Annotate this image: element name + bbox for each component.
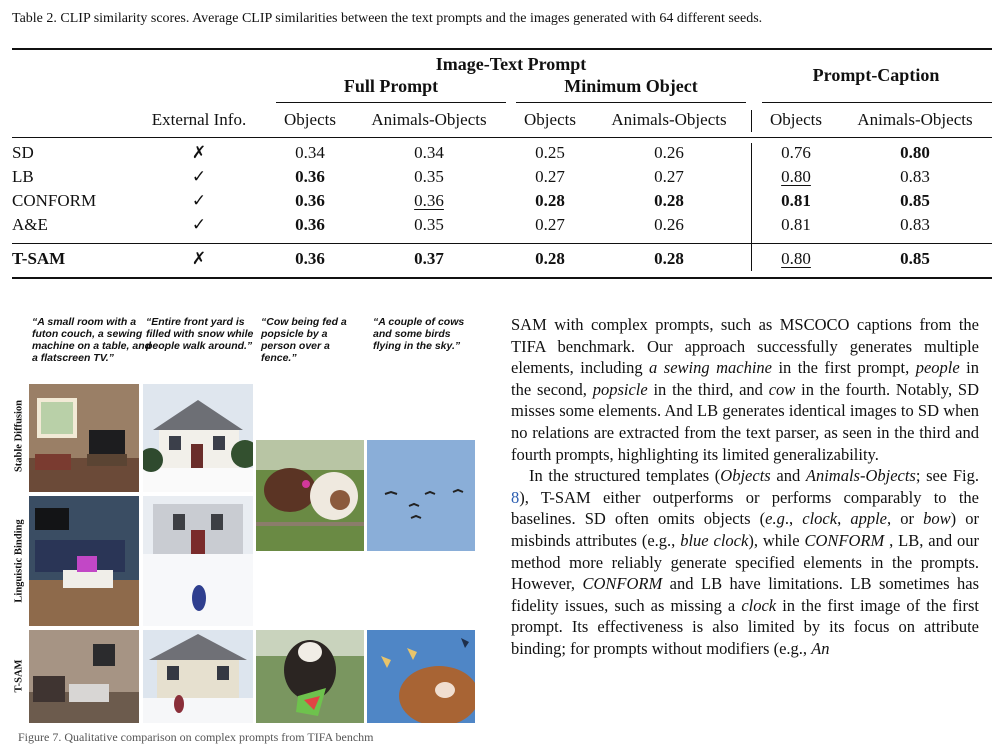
score-cell: 0.81 xyxy=(781,215,811,234)
text-run: in the third, and xyxy=(647,379,769,399)
text-run: ), while xyxy=(748,530,805,550)
full-prompt-subrule xyxy=(276,102,506,103)
score-cell: 0.80 xyxy=(781,249,811,268)
score-cell: 0.28 xyxy=(654,249,684,268)
text-run: people xyxy=(915,358,960,378)
text-run: , xyxy=(837,509,851,529)
col-full-objects: Objects xyxy=(284,110,336,129)
prompt-1: “A small room with a futon couch, a sewing machine on a table, and a flatscreen TV.” xyxy=(32,316,152,364)
sd-snow-yard-image xyxy=(143,384,253,492)
score-cell: 0.28 xyxy=(654,191,684,210)
body-text-column xyxy=(511,314,979,660)
text-run: cow xyxy=(768,379,796,399)
qualitative-figure xyxy=(12,300,492,744)
text-run: and LB have limitations. LB sometimes has fidelity issues, such as missing a xyxy=(511,574,980,615)
text-run: Objects xyxy=(720,466,771,486)
table-row xyxy=(12,143,992,166)
text-run: blue clock xyxy=(680,530,749,550)
text-run: and xyxy=(770,466,806,486)
prompt-4: “A couple of cows and some birds flying in the sky.” xyxy=(373,316,465,352)
text-run: SAM with complex prompts, such as MSCOCO captions from the TIFA benchmark. Our approach successfully generates multiple elements, including xyxy=(511,315,979,378)
row-label-linguistic-binding: Linguistic Binding xyxy=(13,519,25,603)
score-cell: 0.28 xyxy=(535,191,565,210)
header-bottom-rule xyxy=(12,137,992,138)
score-cell: 0.85 xyxy=(900,191,930,210)
score-cell: 0.34 xyxy=(295,143,325,162)
score-cell: 0.76 xyxy=(781,143,811,162)
tsam-snow-yard-image xyxy=(143,630,253,723)
sd-birds-sky-image xyxy=(367,440,475,551)
external-info-mark: ✓ xyxy=(191,191,207,210)
text-run: a sewing machine xyxy=(649,358,772,378)
prompt-caption-subrule xyxy=(762,102,992,103)
table-row xyxy=(12,215,992,238)
external-info-mark: ✓ xyxy=(191,215,207,234)
score-cell: 0.35 xyxy=(414,167,444,186)
text-run: in the second, xyxy=(511,358,979,399)
sd-cow-fence-image xyxy=(256,440,364,551)
score-cell: 0.25 xyxy=(535,143,565,162)
text-run: ) or misbinds attributes (e.g., xyxy=(511,509,980,550)
prompt-3: “Cow being fed a popsicle by a person over a fence.” xyxy=(261,316,347,364)
text-run: An xyxy=(811,638,830,658)
text-run: Animals-Objects xyxy=(805,466,916,486)
score-cell: 0.27 xyxy=(535,215,565,234)
prompt-2: “Entire front yard is filled with snow while people walk around.” xyxy=(146,316,254,352)
header-full-prompt: Full Prompt xyxy=(343,76,439,96)
table-row xyxy=(12,249,992,272)
table-caption: Table 2. CLIP similarity scores. Average CLIP similarities between the text prompts and the images generated with 64 different seeds. xyxy=(12,11,763,26)
method-name: A&E xyxy=(12,215,48,234)
results-table xyxy=(12,48,992,280)
score-cell: 0.28 xyxy=(535,249,565,268)
external-info-mark: ✓ xyxy=(191,167,207,186)
score-cell: 0.36 xyxy=(295,215,325,234)
method-name: T-SAM xyxy=(12,249,66,268)
score-cell: 0.27 xyxy=(535,167,565,186)
col-full-animals-objects: Animals-Objects xyxy=(371,110,487,129)
method-name: CONFORM xyxy=(12,191,97,210)
row-label-stable-diffusion: Stable Diffusion xyxy=(13,399,25,473)
score-cell: 0.34 xyxy=(414,143,444,162)
score-cell: 0.26 xyxy=(654,215,684,234)
col-min-animals-objects: Animals-Objects xyxy=(611,110,727,129)
external-info-mark: ✗ xyxy=(191,249,207,268)
lb-room-image xyxy=(29,496,139,626)
text-run: in the fourth. Notably, SD misses some elements. And LB generates identical images to SD when no relations are extracted from the text parser, as seen in the third and fourth prompts, highlighting its limited generalizability. xyxy=(511,379,980,464)
text-run: bow xyxy=(923,509,951,529)
text-run: In the structured templates ( xyxy=(529,466,721,486)
external-info-mark: ✗ xyxy=(191,143,207,162)
score-cell: 0.85 xyxy=(900,249,930,268)
method-name: LB xyxy=(12,167,34,186)
header-divider xyxy=(751,110,752,132)
text-run: clock xyxy=(802,509,838,529)
table-row xyxy=(12,191,992,214)
text-run: CONFORM xyxy=(582,574,663,594)
text-run: ., xyxy=(784,509,803,529)
score-cell: 0.80 xyxy=(900,143,930,162)
col-external-info: External Info. xyxy=(151,110,247,129)
lb-snow-yard-image xyxy=(143,496,253,626)
col-caption-objects: Objects xyxy=(770,110,822,129)
text-run: popsicle xyxy=(592,379,648,399)
text-run: e.g xyxy=(765,509,785,529)
header-minimum-object: Minimum Object xyxy=(564,76,698,96)
text-run[interactable]: 8 xyxy=(511,487,520,507)
table-bottom-rule xyxy=(12,277,992,279)
paragraph-2 xyxy=(511,465,979,659)
header-image-text-prompt: Image-Text Prompt xyxy=(435,54,587,74)
paragraph-1 xyxy=(511,314,979,465)
score-cell: 0.36 xyxy=(295,249,325,268)
text-run: , LB, and our method more reliably generate specified elements in the prompts. However, xyxy=(511,530,979,594)
figure-caption: Figure 7. Qualitative comparison on complex prompts from TIFA benchm xyxy=(18,730,374,744)
score-cell: 0.83 xyxy=(900,215,930,234)
table-top-rule xyxy=(12,48,992,50)
score-cell: 0.36 xyxy=(414,191,444,210)
method-name: SD xyxy=(12,143,34,162)
score-cell: 0.80 xyxy=(781,167,811,186)
score-cell: 0.36 xyxy=(295,167,325,186)
text-run: , or xyxy=(887,509,924,529)
minimum-object-subrule xyxy=(516,102,746,103)
body-divider xyxy=(751,143,752,271)
header-prompt-caption: Prompt-Caption xyxy=(812,65,940,85)
text-run: ), T-SAM either outperforms or performs comparably to the baselines. SD often omits objects ( xyxy=(511,487,979,529)
score-cell: 0.27 xyxy=(654,167,684,186)
col-min-objects: Objects xyxy=(524,110,576,129)
score-cell: 0.26 xyxy=(654,143,684,162)
text-run: ; see Fig. xyxy=(915,466,979,486)
score-cell: 0.83 xyxy=(900,167,930,186)
table-row xyxy=(12,167,992,190)
score-cell: 0.35 xyxy=(414,215,444,234)
col-caption-animals-objects: Animals-Objects xyxy=(857,110,973,129)
row-label-t-sam: T-SAM xyxy=(13,659,25,692)
score-cell: 0.81 xyxy=(781,191,811,210)
text-run: in the first image of the first prompt. Its effectiveness is also limited by its focus on attribute binding; for prompts without modifiers (e.g., xyxy=(511,595,980,658)
text-run: apple xyxy=(850,509,887,529)
text-run: in the first prompt, xyxy=(771,358,916,378)
tsam-cow-birds-image xyxy=(367,630,475,723)
tsam-cow-popsicle-image xyxy=(256,630,364,723)
tsam-separator-rule xyxy=(12,243,992,244)
text-run: CONFORM xyxy=(804,530,885,550)
sd-room-image xyxy=(29,384,139,492)
score-cell: 0.36 xyxy=(295,191,325,210)
text-run: clock xyxy=(741,595,777,615)
score-cell: 0.37 xyxy=(414,249,444,268)
tsam-room-image xyxy=(29,630,139,723)
